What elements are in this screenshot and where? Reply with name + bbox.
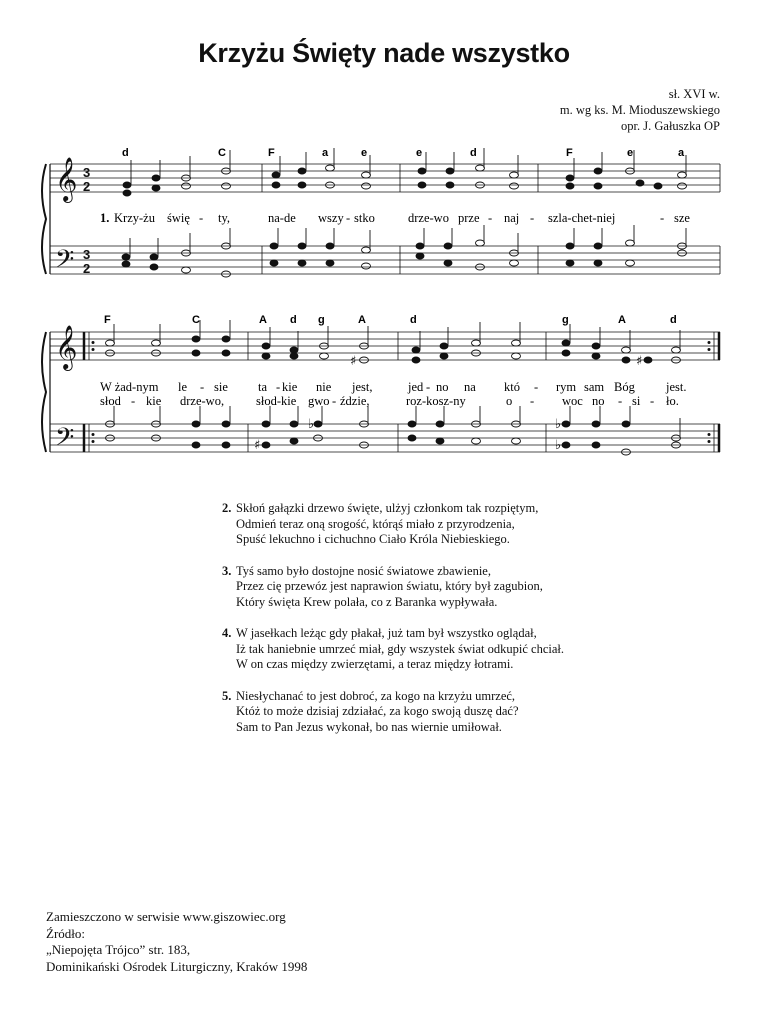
chord: F — [104, 314, 111, 326]
syllable: prze — [458, 211, 480, 225]
footer-line: Źródło: — [46, 925, 85, 941]
verse-4 — [222, 626, 564, 673]
syllable: wszy — [318, 211, 344, 225]
music-score — [0, 0, 768, 470]
verse-line: Któż to może dzisiaj zdziałać, za kogo swoją duszę dać? — [236, 704, 519, 718]
syllable: o — [506, 394, 513, 408]
syllable: woc — [562, 394, 583, 408]
sharp-sign: ♯ — [254, 438, 261, 453]
syllable: drze-wo — [408, 211, 449, 225]
source-footer — [46, 909, 307, 975]
chord: A — [358, 314, 366, 326]
syllable: roz-kosz-ny — [406, 394, 466, 408]
chord-symbols-2 — [104, 314, 677, 326]
syllable: si — [632, 394, 641, 408]
verse-number: 1. — [100, 211, 110, 225]
verse-line: Odmień teraz oną srogość, którąś miało z przyrodzenia, — [236, 516, 515, 531]
chord: d — [670, 314, 677, 326]
syllable: - — [332, 394, 337, 408]
syllable: rym — [556, 380, 577, 394]
chord: g — [562, 314, 569, 326]
time-sig-top-1b: 3 — [83, 247, 91, 262]
syllable: sze — [674, 211, 690, 225]
chord: e — [361, 147, 368, 159]
syllable: sam — [584, 380, 605, 394]
chord: A — [618, 314, 626, 326]
chord: C — [218, 147, 226, 159]
syllable: naj — [504, 211, 520, 225]
chord: F — [268, 147, 275, 159]
chord: C — [192, 314, 200, 326]
verse-line: W jasełkach leżąc gdy płakał, już tam był wszystko oglądał, — [236, 626, 537, 640]
notes-treble-1 — [123, 148, 687, 196]
flat-sign: ♭ — [555, 417, 562, 432]
sharp-sign: ♯ — [636, 354, 643, 369]
verse-line: Iż tak haniebnie umrzeć miał, gdy wszystek świat odkupić chciał. — [236, 641, 565, 656]
verse-line: W on czas między zwierzętami, a teraz między łotrami. — [236, 657, 514, 671]
syllable: jed — [408, 380, 424, 394]
footer-line: Dominikański Ośrodek Liturgiczny, Kraków 1998 — [46, 958, 308, 974]
verse-line: Tyś samo było dostojne nosić światowe zbawienie, — [236, 563, 491, 578]
page-title: Krzyżu Święty nade wszystko — [198, 38, 570, 68]
chord: d — [122, 147, 129, 159]
syllable: gwo — [308, 394, 330, 408]
syllable: ździe, — [340, 394, 370, 408]
bass-clef-1: 𝄢 — [55, 245, 75, 280]
verse-line: Skłoń gałązki drzewo święte, ulżyj członkom tak rozpiętym, — [236, 501, 539, 515]
verses — [222, 501, 564, 751]
syllable: - — [199, 211, 204, 225]
syllable: słod — [100, 394, 121, 408]
chord: A — [259, 314, 267, 326]
syllable: szla-chet-niej — [548, 211, 616, 225]
verse-line: Spuść lekuchno i cichuchno Ciało Króla Niebieskiego. — [236, 532, 510, 546]
syllable: stko — [354, 211, 375, 225]
syllable: - — [276, 380, 281, 394]
syllable: le — [178, 380, 188, 394]
syllable: - — [426, 380, 431, 394]
syllable: jest. — [666, 380, 687, 394]
syllable: świę — [167, 211, 190, 225]
verse-number: 4. — [222, 626, 232, 640]
syllable: - — [488, 211, 493, 225]
verse-2 — [222, 501, 564, 548]
verse-line: Niesłychanać to jest dobroć, za kogo na krzyżu umrzeć, — [236, 688, 516, 703]
syllable: ty, — [218, 211, 231, 225]
lyrics-line-2a — [100, 380, 686, 394]
lyrics-line-1 — [100, 211, 690, 225]
syllable: - — [618, 394, 623, 408]
syllable: - — [534, 380, 539, 394]
notes-treble-2 — [106, 320, 681, 363]
verse-number: 5. — [222, 688, 232, 703]
time-sig-top-1: 3 — [83, 165, 91, 180]
syllable: na — [464, 380, 476, 394]
verse-number: 2. — [222, 501, 232, 515]
time-sig-bottom-1: 2 — [83, 179, 91, 194]
notes-bass-2 — [106, 406, 681, 455]
syllable: no — [592, 394, 605, 408]
credit-lyrics: sł. XVI w. — [668, 87, 720, 101]
verse-line: Sam to Pan Jezus wykonał, bo nas wiernie umiłował. — [236, 719, 502, 734]
syllable: Bóg — [614, 380, 635, 394]
flat-sign: ♭ — [555, 438, 562, 453]
chord: g — [318, 314, 325, 326]
chord-symbols-1 — [122, 147, 685, 159]
credit-arrangement: opr. J. Gałuszka OP — [621, 119, 720, 133]
syllable: ło. — [666, 394, 679, 408]
footer-line: „Niepojęta Trójco” str. 183, — [46, 942, 191, 957]
treble-clef-2: 𝄞 — [55, 325, 78, 369]
syllable: nie — [316, 380, 332, 394]
syllable: któ — [504, 380, 520, 394]
chord: F — [566, 147, 573, 159]
syllable: - — [200, 380, 205, 394]
syllable: no — [436, 380, 449, 394]
chord: d — [410, 314, 417, 326]
notes-bass-1 — [122, 225, 687, 277]
credit-music: m. wg ks. M. Mioduszewskiego — [559, 103, 720, 117]
verse-number: 3. — [222, 563, 232, 578]
syllable: - — [346, 211, 351, 225]
syllable: sie — [214, 380, 228, 394]
verse-line: Który święta Krew polała, co z Baranka wypływała. — [236, 594, 498, 609]
syllable: - — [530, 211, 535, 225]
verse-3 — [222, 564, 564, 611]
syllable: drze-wo, — [180, 394, 225, 408]
treble-clef-1: 𝄞 — [55, 157, 78, 201]
chord: e — [416, 147, 423, 159]
sharp-sign: ♯ — [350, 354, 357, 369]
syllable: Krzy-żu — [114, 211, 155, 225]
syllable: - — [131, 394, 136, 408]
syllable: ta — [258, 380, 268, 394]
bass-clef-2: 𝄢 — [55, 423, 75, 458]
lyrics-line-2b — [100, 394, 679, 408]
syllable: kie — [146, 394, 162, 408]
verse-5 — [222, 689, 564, 736]
chord: a — [322, 147, 329, 159]
syllable: jest, — [352, 380, 373, 394]
flat-sign: ♭ — [308, 417, 315, 432]
syllable: słod-kie — [256, 394, 297, 408]
syllable: na-de — [268, 211, 296, 225]
syllable: - — [530, 394, 535, 408]
chord: d — [470, 147, 477, 159]
verse-line: Przez cię przewóz jest naprawion światu, który był zagubion, — [236, 579, 543, 593]
syllable: - — [650, 394, 655, 408]
chord: d — [290, 314, 297, 326]
time-sig-bottom-1b: 2 — [83, 261, 91, 276]
footer-line: Zamieszczono w serwisie www.giszowiec.org — [46, 909, 286, 924]
syllable: W żad-nym — [100, 380, 159, 394]
syllable: kie — [282, 380, 298, 394]
syllable: - — [660, 211, 665, 225]
chord: a — [678, 147, 685, 159]
chord: e — [627, 147, 634, 159]
